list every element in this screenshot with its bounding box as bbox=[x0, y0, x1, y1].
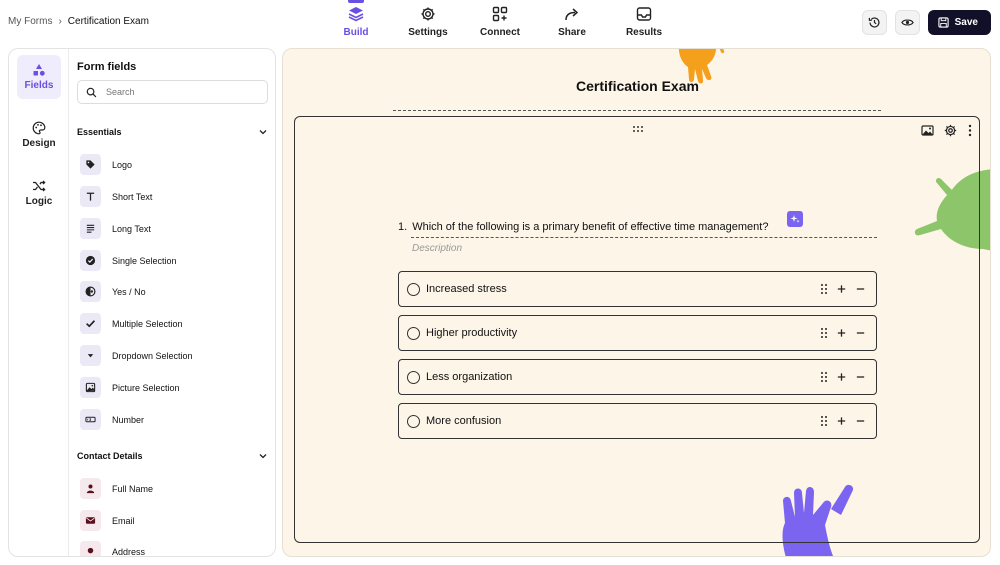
search-box[interactable] bbox=[77, 80, 268, 104]
shuffle-icon bbox=[32, 179, 46, 193]
breadcrumb-current: Certification Exam bbox=[67, 16, 149, 27]
nav-share[interactable] bbox=[536, 6, 608, 38]
option-label: Increased stress bbox=[426, 283, 507, 295]
check-circle-icon bbox=[80, 250, 101, 271]
drag-handle-icon[interactable] bbox=[820, 415, 828, 427]
rail-fields-label: Fields bbox=[24, 80, 54, 91]
gear-icon bbox=[420, 6, 436, 22]
floppy-icon bbox=[938, 17, 949, 28]
field-label: Number bbox=[112, 414, 145, 425]
nav-share-label: Share bbox=[558, 27, 586, 38]
section-contact-title: Contact Details bbox=[77, 451, 143, 461]
chevron-down-icon bbox=[258, 451, 268, 461]
field-logo[interactable] bbox=[80, 154, 132, 175]
nav-results-label: Results bbox=[625, 27, 663, 38]
search-icon bbox=[86, 87, 97, 98]
layers-icon bbox=[348, 6, 364, 22]
field-label: Address bbox=[112, 546, 146, 556]
breadcrumb-separator: › bbox=[58, 16, 62, 27]
mail-icon bbox=[80, 510, 101, 531]
minus-icon[interactable] bbox=[855, 283, 866, 295]
side-rail bbox=[9, 49, 69, 556]
palette-icon bbox=[32, 121, 46, 135]
main-nav bbox=[320, 6, 680, 38]
radio-button[interactable] bbox=[407, 283, 420, 296]
field-label: Short Text bbox=[112, 191, 153, 202]
person-icon bbox=[80, 478, 101, 499]
paragraph-icon bbox=[80, 218, 101, 239]
title-divider bbox=[393, 110, 881, 111]
field-yes-no[interactable] bbox=[80, 281, 146, 302]
checkmark-icon bbox=[80, 313, 101, 334]
field-label: Long Text bbox=[112, 223, 151, 234]
tag-icon bbox=[80, 154, 101, 175]
option-1[interactable] bbox=[398, 271, 877, 307]
field-dropdown-selection[interactable] bbox=[80, 345, 193, 366]
section-essentials-title: Essentials bbox=[77, 127, 122, 137]
section-essentials[interactable] bbox=[77, 127, 268, 137]
option-tools bbox=[820, 371, 866, 383]
field-number[interactable] bbox=[80, 409, 144, 430]
field-label: Full Name bbox=[112, 483, 154, 494]
option-4[interactable] bbox=[398, 403, 877, 439]
shapes-icon bbox=[32, 63, 46, 77]
inbox-icon bbox=[636, 6, 652, 22]
option-tools bbox=[820, 415, 866, 427]
drag-handle-icon[interactable] bbox=[820, 327, 828, 339]
section-contact-details[interactable] bbox=[77, 451, 268, 461]
gear-icon[interactable] bbox=[944, 124, 957, 137]
field-short-text[interactable] bbox=[80, 186, 152, 207]
option-2[interactable] bbox=[398, 315, 877, 351]
radio-button[interactable] bbox=[407, 415, 420, 428]
plus-icon[interactable] bbox=[836, 283, 847, 295]
minus-icon[interactable] bbox=[855, 327, 866, 339]
field-label: Logo bbox=[112, 159, 133, 170]
field-long-text[interactable] bbox=[80, 218, 151, 239]
history-button[interactable] bbox=[862, 10, 887, 35]
field-label: Email bbox=[112, 515, 135, 526]
radio-button[interactable] bbox=[407, 327, 420, 340]
nav-connect-label: Connect bbox=[480, 27, 520, 38]
breadcrumb-my-forms[interactable]: My Forms bbox=[8, 16, 53, 27]
rail-logic-label: Logic bbox=[25, 196, 53, 207]
top-actions bbox=[862, 10, 991, 35]
dropdown-icon bbox=[80, 345, 101, 366]
plus-icon[interactable] bbox=[836, 415, 847, 427]
option-label: Higher productivity bbox=[426, 327, 518, 339]
question-number: 1. bbox=[398, 221, 408, 233]
card-toolbar bbox=[921, 124, 973, 137]
field-label: Dropdown Selection bbox=[112, 350, 193, 361]
nav-settings[interactable] bbox=[392, 6, 464, 38]
drag-handle-icon[interactable] bbox=[632, 125, 644, 133]
image-icon[interactable] bbox=[921, 124, 934, 137]
save-button[interactable] bbox=[928, 10, 991, 35]
description-field[interactable]: Description bbox=[412, 243, 463, 254]
nav-results[interactable] bbox=[608, 6, 680, 38]
field-label: Multiple Selection bbox=[112, 318, 183, 329]
nav-build-label: Build bbox=[343, 27, 369, 38]
nav-settings-label: Settings bbox=[408, 27, 448, 38]
sparkle-icon bbox=[790, 214, 800, 224]
field-multiple-selection[interactable] bbox=[80, 313, 183, 334]
location-icon bbox=[80, 541, 101, 556]
fields-panel-title: Form fields bbox=[77, 61, 137, 73]
chevron-down-icon bbox=[258, 127, 268, 137]
option-tools bbox=[820, 327, 866, 339]
form-canvas bbox=[282, 48, 991, 557]
left-panel bbox=[8, 48, 276, 557]
nav-connect[interactable] bbox=[464, 6, 536, 38]
option-tools bbox=[820, 283, 866, 295]
search-input[interactable] bbox=[106, 87, 256, 97]
eye-icon bbox=[901, 16, 914, 29]
plus-icon[interactable] bbox=[836, 327, 847, 339]
number-icon bbox=[80, 409, 101, 430]
field-label: Yes / No bbox=[112, 286, 146, 297]
drag-handle-icon[interactable] bbox=[820, 283, 828, 295]
field-single-selection[interactable] bbox=[80, 250, 177, 271]
field-label: Single Selection bbox=[112, 255, 177, 266]
minus-icon[interactable] bbox=[855, 415, 866, 427]
ai-assist-button[interactable] bbox=[787, 211, 803, 227]
more-vertical-icon[interactable] bbox=[967, 124, 973, 137]
rail-logic[interactable] bbox=[17, 171, 61, 215]
rail-design[interactable] bbox=[17, 113, 61, 157]
history-icon bbox=[868, 16, 881, 29]
field-full-name[interactable] bbox=[80, 478, 153, 499]
preview-button[interactable] bbox=[895, 10, 920, 35]
option-label: Less organization bbox=[426, 371, 513, 383]
breadcrumb bbox=[8, 16, 149, 27]
drag-handle-icon[interactable] bbox=[820, 371, 828, 383]
field-address[interactable] bbox=[80, 541, 145, 556]
image-icon bbox=[80, 377, 101, 398]
connect-icon bbox=[492, 6, 508, 22]
field-email[interactable] bbox=[80, 510, 135, 531]
question-divider bbox=[411, 237, 877, 238]
option-3[interactable] bbox=[398, 359, 877, 395]
nav-build[interactable] bbox=[320, 6, 392, 38]
share-icon bbox=[564, 6, 580, 22]
radio-button[interactable] bbox=[407, 371, 420, 384]
plus-icon[interactable] bbox=[836, 371, 847, 383]
form-title[interactable]: Certification Exam bbox=[576, 78, 699, 94]
save-label: Save bbox=[954, 17, 978, 28]
question-label: Which of the following is a primary benefit of effective time management? bbox=[412, 221, 769, 233]
field-picture-selection[interactable] bbox=[80, 377, 180, 398]
top-bar bbox=[0, 0, 1000, 46]
text-icon bbox=[80, 186, 101, 207]
question-text[interactable] bbox=[398, 221, 768, 233]
rail-design-label: Design bbox=[22, 138, 56, 149]
form-fields-panel bbox=[69, 49, 276, 556]
option-label: More confusion bbox=[426, 415, 502, 427]
rail-fields[interactable] bbox=[17, 55, 61, 99]
question-card[interactable] bbox=[294, 116, 980, 543]
field-label: Picture Selection bbox=[112, 382, 180, 393]
minus-icon[interactable] bbox=[855, 371, 866, 383]
toggle-circle-icon bbox=[80, 281, 101, 302]
